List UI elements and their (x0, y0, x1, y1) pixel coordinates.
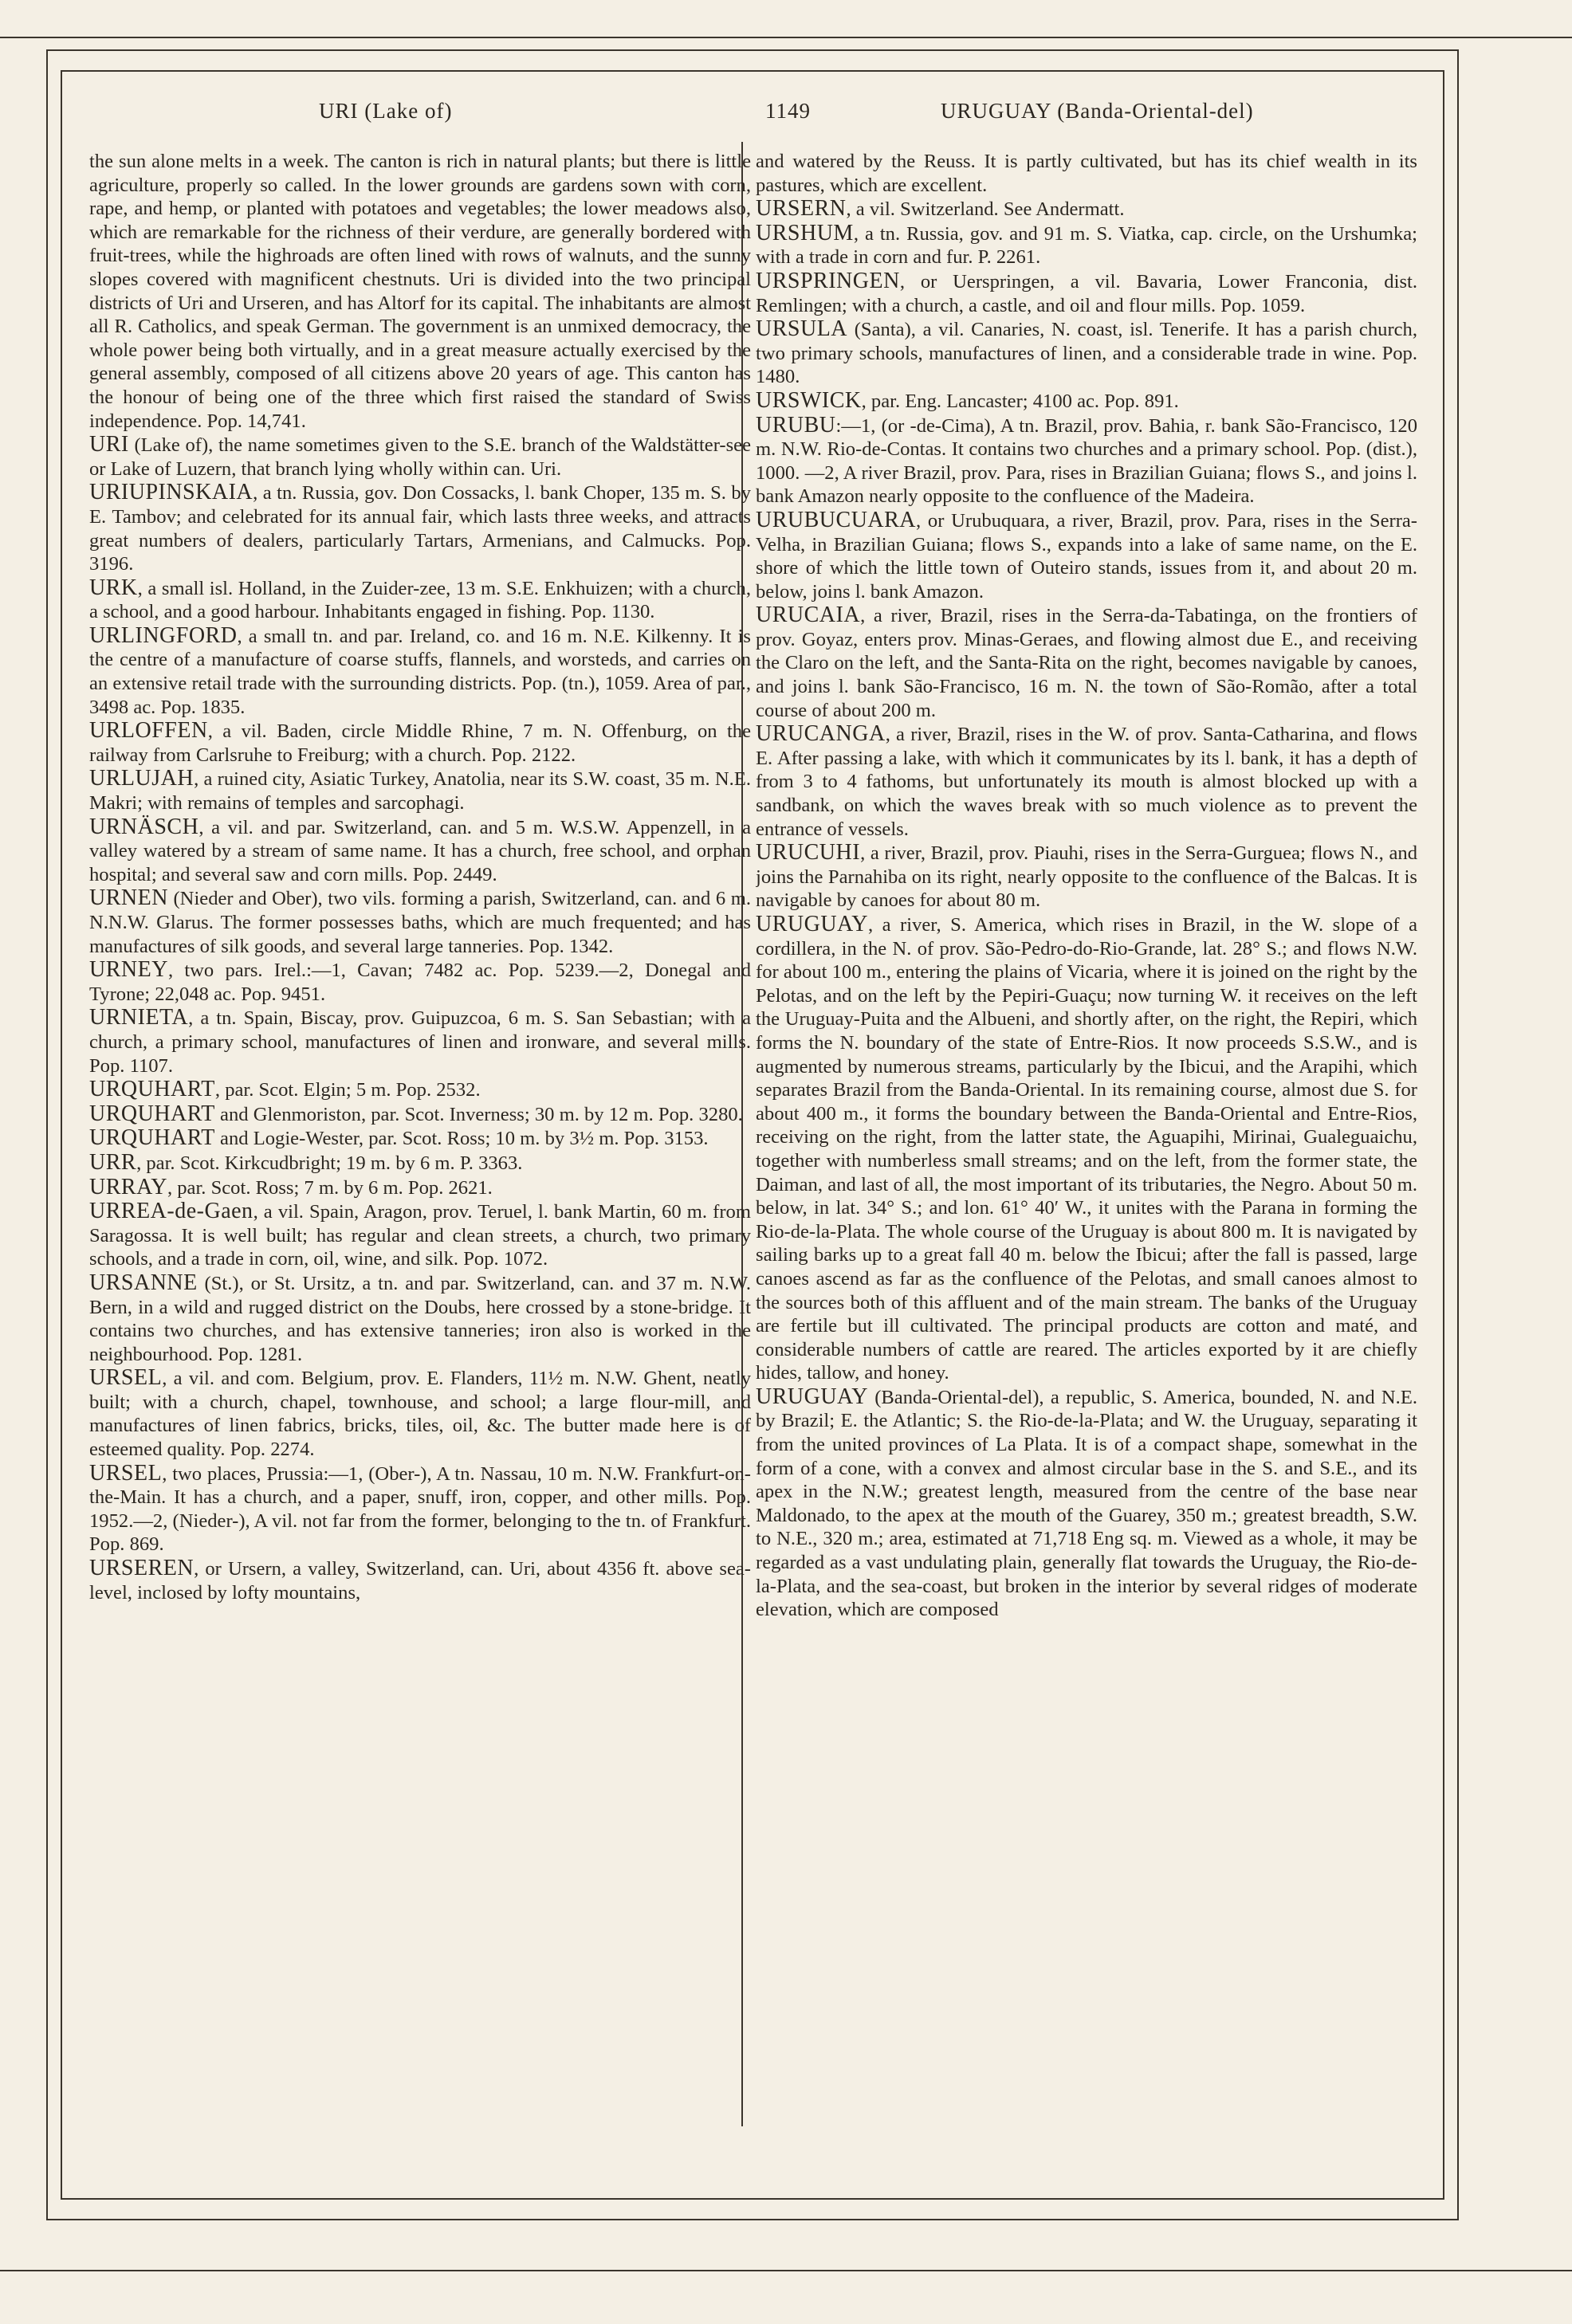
gazetteer-entry (756, 317, 1417, 389)
entry-text: , par. Scot. Elgin; 5 m. Pop. 2532. (214, 1079, 481, 1101)
entry-headword: URSEL (89, 1460, 163, 1486)
entry-text: , a small tn. and par. Ireland, co. and 16 m. N.E. Kilkenny. It is the centre of a manufacture of coarse stuffs, flannels, and worsteds, and carries on an extensive retail trade with the surrounding districts. Pop. (tn.), 1059. Area of par., 3498 ac. Pop. 1835. (89, 625, 751, 718)
entry-text: , a river, Brazil, prov. Piauhi, rises in the Serra-Gurguea; flows N., and joins the Parnahiba on its right, nearly opposite to the confluence of the Balcas. It is navigable by canoes for about 80 m. (756, 842, 1417, 912)
top-rule (0, 37, 1572, 38)
entry-headword: URLINGFORD (89, 622, 238, 648)
entry-text: (Banda-Oriental-del), a republic, S. America, bounded, N. and N.E. by Brazil; E. the Atlantic; S. the Rio-de-la-Plata; and W. the Uruguay, separating it from the united provinces of La Plata. It is of a compact shape, somewhat in the form of a cone, with a convex and almost circular base in the S. and S.E., and its apex in the N.W.; greatest length, measured from the centre of the base near Maldonado, to the apex at the mouth of the Guarey, 350 m.; greatest breadth, S.W. to N.E., 320 m.; area, estimated at 71,718 Eng sq. m. Viewed as a whole, it may be regarded as a vast undulating plain, generally flat towards the Uruguay, the Rio-de-la-Plata, and the sea-coast, but broken in the interior by several ridges of moderate elevation, which are composed (756, 1386, 1417, 1621)
entry-headword: URUCAIA (756, 603, 861, 628)
entry-text: (Lake of), the name sometimes given to the S.E. branch of the Waldstätter-see or Lake of Luzern, that branch lying wholly within can. Uri. (89, 434, 751, 480)
gazetteer-entry (89, 433, 751, 481)
gazetteer-entry (756, 508, 1417, 603)
entry-headword: URUGUAY (756, 1384, 868, 1409)
header-left: URI (Lake of) (319, 99, 453, 123)
entry-headword: URR (89, 1149, 137, 1175)
entry-text: (St.), or St. Ursitz, a tn. and par. Switzerland, can. and 37 m. N.W. Bern, in a wild and rugged district on the Doubs, here crossed by a stone-bridge. It contains two churches, and has extensive tanneries; iron also is worked in the neighbourhood. Pop. 1281. (89, 1272, 751, 1365)
entry-text: and watered by the Reuss. It is partly cultivated, but has its chief wealth in its pastures, which are excellent. (756, 151, 1417, 196)
gazetteer-entry (756, 222, 1417, 269)
entry-headword: URQUHART (89, 1101, 215, 1126)
gazetteer-entry (756, 722, 1417, 841)
gazetteer-entry (756, 150, 1417, 197)
entry-text: the sun alone melts in a week. The canton is rich in natural plants; but there is little agriculture, properly so called. In the lower grounds are gardens sown with corn, rape, and hemp, or planted with potatoes and vegetables; the lower meadows also, which are remarkable for the richness of their verdure, are generally bordered with fruit-trees, while the highroads are often lined with rows of walnuts, and the sunny slopes covered with magnificent chestnuts. Uri is divided into the two principal districts of Uri and Urseren, and has Altorf for its capital. The inhabitants are almost all R. Catholics, and speak German. The government is an unmixed democracy, the whole power being both virtually, and in a great measure actually exercised by the general assembly, composed of all citizens above 20 years of age. This canton has the honour of being one of the three which first raised the standard of Swiss independence. Pop. 14,741. (89, 151, 751, 432)
gazetteer-entry (89, 886, 751, 958)
entry-text: , par. Eng. Lancaster; 4100 ac. Pop. 891. (861, 390, 1179, 412)
entry-headword: URSHUM (756, 220, 854, 245)
entry-headword: URI (89, 432, 129, 457)
gazetteer-entry (756, 389, 1417, 414)
entry-headword: URSEL (89, 1365, 163, 1391)
entry-text: (Santa), a vil. Canaries, N. coast, isl. Tenerife. It has a parish church, two primary schools, manufactures of linen, and a considerable trade in wine. Pop. 1480. (756, 319, 1417, 388)
gazetteer-entry (756, 197, 1417, 222)
gazetteer-entry (756, 841, 1417, 913)
entry-text: , a tn. Spain, Biscay, prov. Guipuzcoa, 6 m. S. San Sebastian; with a church, a primary school, manufactures of linen and ironware, and several mills. Pop. 1107. (89, 1007, 751, 1077)
entry-headword: URNEN (89, 885, 168, 911)
entry-text: (Nieder and Ober), two vils. forming a parish, Switzerland, can. and 6 m. N.N.W. Glarus. The former possesses baths, which are much frequented; and has manufactures of silk goods, and several large tanneries. Pop. 1342. (89, 888, 751, 957)
entry-text: , par. Scot. Kirkcudbright; 19 m. by 6 m. P. 3363. (136, 1152, 523, 1174)
gazetteer-entry (89, 719, 751, 767)
entry-headword: URNÄSCH (89, 814, 199, 839)
entry-headword: URUCUHI (756, 840, 861, 866)
page-number: 1149 (765, 99, 811, 123)
right-column (756, 150, 1417, 2118)
gazetteer-entry (89, 1102, 751, 1127)
entry-text: , par. Scot. Ross; 7 m. by 6 m. Pop. 2621. (167, 1176, 493, 1199)
header-right: URUGUAY (Banda-Oriental-del) (941, 99, 1254, 123)
entry-headword: URNIETA (89, 1005, 189, 1030)
entry-headword: URIUPINSKAIA (89, 480, 253, 505)
gazetteer-entry (89, 1462, 751, 1557)
entry-text: and Glenmoriston, par. Scot. Inverness; 30 m. by 12 m. Pop. 3280. (214, 1103, 743, 1125)
entry-text: , a vil. and com. Belgium, prov. E. Flanders, 11½ m. N.W. Ghent, neatly built; with a church, chapel, townhouse, and school; a large flour-mill, and manufactures of linen fabrics, bricks, tiles, oil, &c. The butter made here is of esteemed quality. Pop. 2274. (89, 1368, 751, 1461)
entry-text: , or Urubuquara, a river, Brazil, prov. Para, rises in the Serra-Velha, in Brazilian Guiana; flows S., expands into a lake of same name, on the E. shore of which the little town of Outeiro stands, issues from it, and about 20 m. below, joins l. bank Amazon. (756, 509, 1417, 603)
entry-text: , a river, Brazil, rises in the W. of prov. Santa-Catharina, and flows E. After passing a lake, with which it communicates by its l. bank, it has a depth of from 3 to 4 fathoms, but unfortunately its mouth is almost blocked up with a sandbank, on which the waves break with so much violence as to prevent the entrance of vessels. (756, 724, 1417, 840)
entry-text: , a tn. Russia, gov. Don Cossacks, l. bank Choper, 135 m. S. by E. Tambov; and celebrated for its annual fair, which lasts three weeks, and attracts great numbers of dealers, particularly Tartars, Armenians, and Calmucks. Pop. 3196. (89, 482, 751, 575)
gazetteer-entry (89, 576, 751, 624)
entry-headword: URREA-de-Gaen (89, 1199, 253, 1224)
gazetteer-entry (756, 269, 1417, 317)
gazetteer-entry (756, 913, 1417, 1385)
entry-text: , a river, S. America, which rises in Brazil, in the W. slope of a cordillera, in the N. of prov. São-Pedro-do-Rio-Grande, lat. 28° S.; and flows N.W. for about 100 m., entering the plains of Vicaria, where it is joined on the right by the Pelotas, and on the left by the Pepiri-Guaçu; now turning W. it receives on the left the Uruguay-Puita and the Albueni, and shortly after, on the right, the Repiri, which forms the N. boundary of the state of Entre-Rios. It now proceeds S.S.W., and is augmented by numerous streams, particularly by the Ibicui, and the Arapihi, which separates Brazil from the Banda-Oriental. In its remaining course, almost due S. for about 400 m., it forms the boundary between the Banda-Oriental and Entre-Rios, receiving on the right, from the latter state, the Aguapihi, Mirinai, Gualeguaichu, together with numberless small streams; and on the left, from the former state, the Daiman, and last of all, the most important of its tributaries, the Negro. About 50 m. below, in lat. 34° S.; and lon. 61° 40′ W., it unites with the Parana in forming the Rio-de-la-Plata. The whole course of the Uruguay is about 800 m. It is navigated by sailing barks up to a great fall 40 m. below the Ibicui; after the fall is passed, large canoes ascend as far as the confluence of the Pelotas, and small canoes almost to the sources both of this affluent and of the main stream. The banks of the Uruguay are fertile but ill cultivated. The principal products are cotton and maté, and considerable numbers of cattle are reared. The articles exported by it are chiefly hides, tallow, and honey. (756, 914, 1417, 1384)
gazetteer-entry (756, 603, 1417, 722)
entry-text: , a vil. Spain, Aragon, prov. Teruel, l. bank Martin, 60 m. from Saragossa. It is well built; has regular and clean streets, a church, two primary schools, and a trade in corn, oil, wine, and silk. Pop. 1072. (89, 1201, 751, 1270)
entry-text: :—1, (or -de-Cima), A tn. Brazil, prov. Bahia, r. bank São-Francisco, 120 m. N.W. Rio-de-Contas. It contains two churches and a primary school. Pop. (dist.), 1000. —2, A river Brazil, prov. Para, rises in Brazilian Guiana; flows S., and joins l. bank Amazon nearly opposite to the confluence of the Madeira. (756, 414, 1417, 508)
entry-text: , a vil. and par. Switzerland, can. and 5 m. W.S.W. Appenzell, in a valley watered by a stream of same name. It has a church, free school, and orphan hospital; and several saw and corn mills. Pop. 2449. (89, 816, 751, 885)
entry-text: and Logie-Wester, par. Scot. Ross; 10 m. by 3½ m. Pop. 3153. (214, 1128, 709, 1150)
entry-headword: URQUHART (89, 1125, 215, 1151)
entry-headword: URQUHART (89, 1077, 215, 1102)
gazetteer-entry (89, 1078, 751, 1102)
entry-headword: URUCANGA (756, 721, 886, 747)
entry-headword: URK (89, 575, 138, 600)
entry-text: , two pars. Irel.:—1, Cavan; 7482 ac. Pop. 5239.—2, Donegal and Tyrone; 22,048 ac. Pop. 9451. (89, 960, 751, 1005)
entry-headword: URNEY (89, 957, 168, 983)
entry-headword: URSANNE (89, 1270, 198, 1295)
running-header (64, 88, 1438, 135)
gazetteer-entry (756, 1385, 1417, 1622)
entry-headword: URUBUCUARA (756, 507, 917, 532)
entry-text: , a ruined city, Asiatic Turkey, Anatolia, near its S.W. coast, 35 m. N.E. Makri; with remains of temples and sarcophagi. (89, 768, 751, 815)
gazetteer-entry (89, 1151, 751, 1176)
gazetteer-entry (89, 815, 751, 887)
gazetteer-entry (89, 624, 751, 719)
entry-headword: URUBU (756, 412, 836, 438)
entry-text: , two places, Prussia:—1, (Ober-), A tn. Nassau, 10 m. N.W. Frankfurt-on-the-Main. It has a church, and a paper, snuff, iron, copper, and other mills. Pop. 1952.—2, (Nieder-), A vil. not far from the former, belonging to the tn. of Frankfurt. Pop. 869. (89, 1462, 751, 1556)
entry-text: , or Uerspringen, a vil. Bavaria, Lower Franconia, dist. Remlingen; with a church, a castle, and oil and flour mills. Pop. 1059. (756, 270, 1417, 316)
entry-headword: URLOFFEN (89, 718, 208, 744)
entry-headword: URSULA (756, 316, 848, 342)
gazetteer-entry (89, 481, 751, 575)
gazetteer-entry (756, 414, 1417, 508)
entry-headword: URSWICK (756, 387, 862, 413)
gazetteer-entry (89, 1271, 751, 1366)
entry-headword: URSPRINGEN (756, 268, 900, 293)
left-column (89, 150, 751, 2118)
entry-headword: URUGUAY (756, 912, 868, 936)
entry-text: , a tn. Russia, gov. and 91 m. S. Viatka, cap. circle, on the Urshumka; with a trade in corn and fur. P. 2261. (756, 222, 1417, 269)
entry-headword: URRAY (89, 1174, 167, 1199)
gazetteer-entry (89, 1006, 751, 1078)
bottom-rule (0, 2270, 1572, 2271)
entry-headword: URLUJAH (89, 766, 195, 791)
gazetteer-entry (89, 1557, 751, 1604)
gazetteer-entry (89, 150, 751, 433)
gazetteer-entry (89, 1126, 751, 1151)
entry-text: , a small isl. Holland, in the Zuider-zee, 13 m. S.E. Enkhuizen; with a church, a school, and a good harbour. Inhabitants engaged in fishing. Pop. 1130. (89, 577, 751, 623)
entry-text: , a vil. Baden, circle Middle Rhine, 7 m. N. Offenburg, on the railway from Carlsruhe to Freiburg; with a church. Pop. 2122. (89, 720, 751, 766)
gazetteer-entry (89, 767, 751, 815)
gazetteer-entry (89, 958, 751, 1006)
gazetteer-entry (89, 1199, 751, 1271)
gazetteer-entry (89, 1366, 751, 1461)
entry-headword: URSEREN (89, 1556, 195, 1581)
entry-headword: URSERN (756, 196, 847, 222)
entry-text: , a river, Brazil, rises in the Serra-da-Tabatinga, on the frontiers of prov. Goyaz, enters prov. Minas-Geraes, and flowing almost due E., and receiving the Claro on the left, and the Santa-Rita on the right, becomes navigable by canoes, and joins l. bank São-Francisco, 16 m. N. the town of São-Romão, after a total course of about 200 m. (756, 605, 1417, 721)
entry-text: , a vil. Switzerland. See Andermatt. (846, 198, 1125, 221)
entry-text: , or Ursern, a valley, Switzerland, can. Uri, about 4356 ft. above sea-level, inclosed by lofty mountains, (89, 1558, 751, 1604)
gazetteer-entry (89, 1176, 751, 1200)
